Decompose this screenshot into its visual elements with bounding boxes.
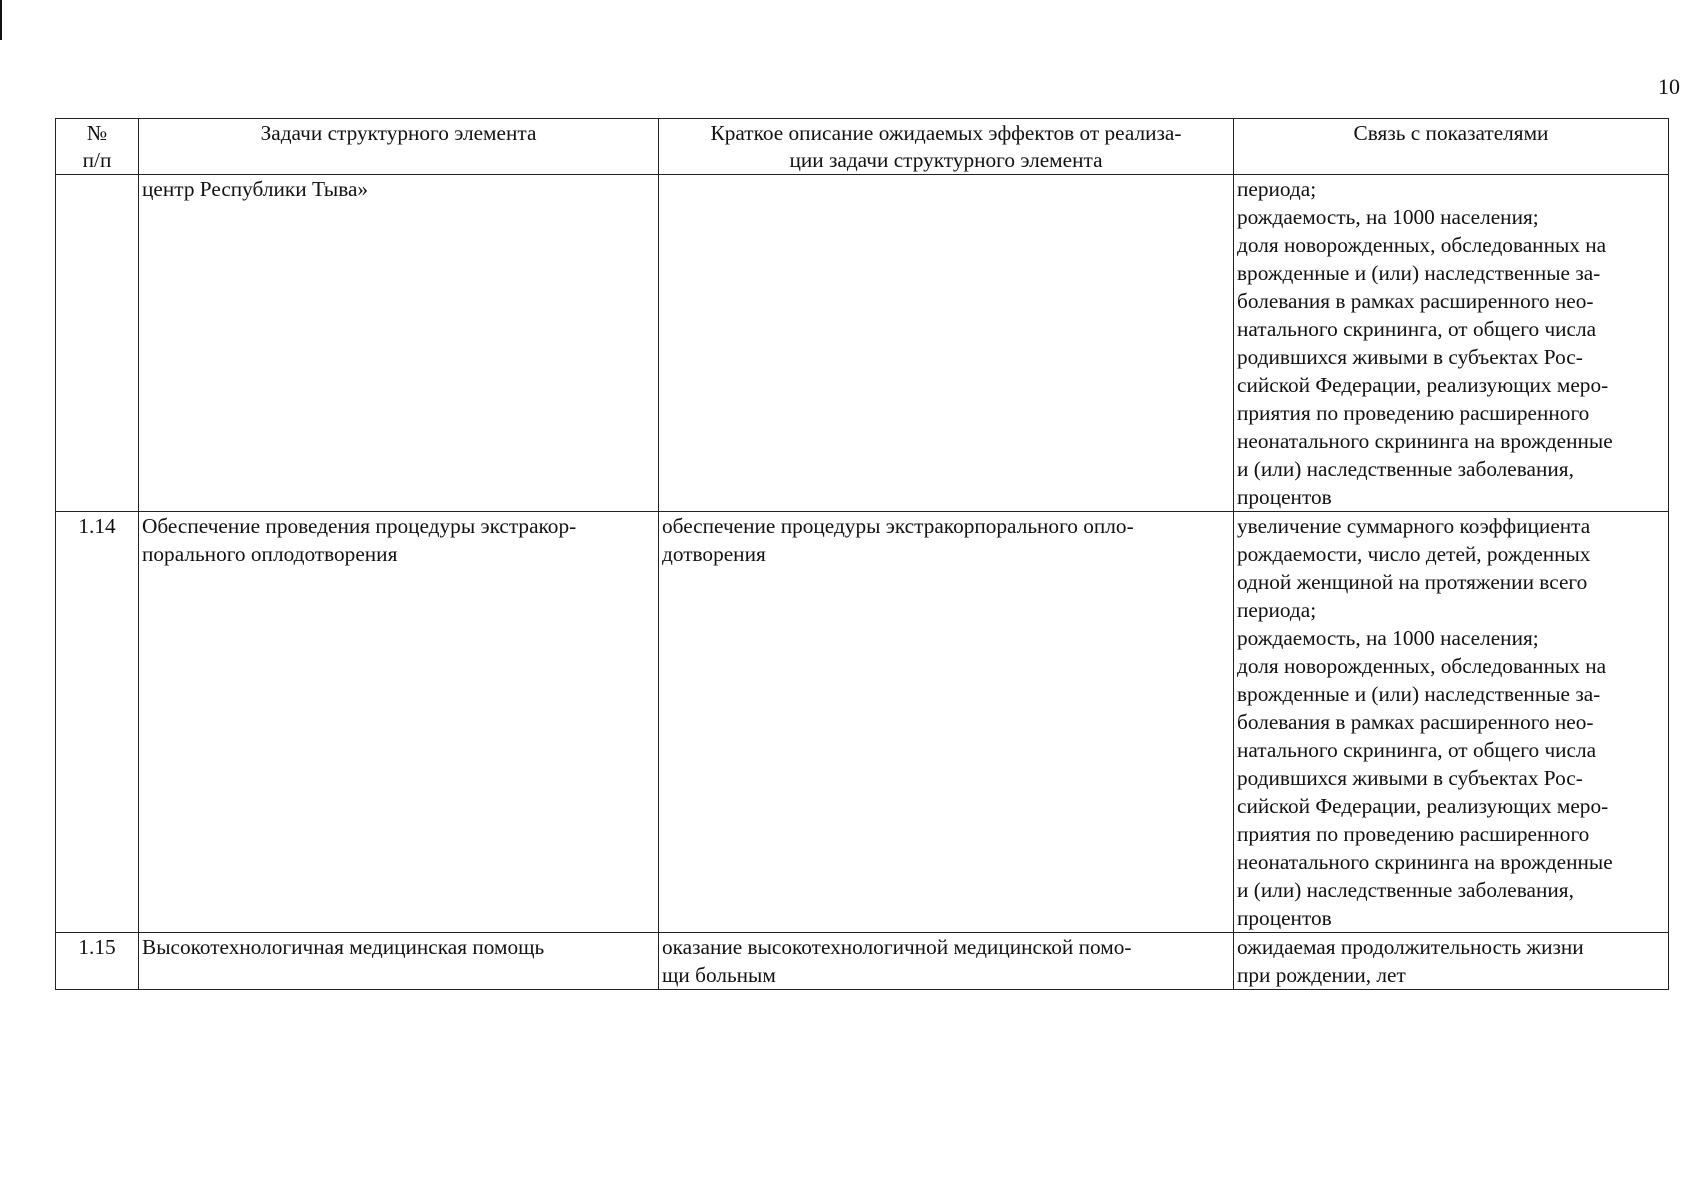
description-cell: [659, 175, 1234, 512]
description-line: обеспечение процедуры экстракорпорального опло-: [662, 514, 1134, 538]
header-description-line: Краткое описание ожидаемых эффектов от реализа-: [710, 121, 1182, 145]
scan-artifact-line: [0, 0, 2, 40]
description-line: оказание высокотехнологичной медицинской помо-: [662, 935, 1132, 959]
indicator-line: ожидаемая продолжительность жизни: [1237, 935, 1584, 959]
task-cell: [139, 175, 659, 512]
header-number: [56, 119, 139, 175]
indicator-line: одной женщиной на протяжении всего: [1237, 570, 1588, 594]
indicator-line: рождаемости, число детей, рожденных: [1237, 542, 1591, 566]
indicator-line: родившихся живыми в субъектах Рос-: [1237, 345, 1583, 369]
header-description: [659, 119, 1234, 175]
indicator-line: врожденные и (или) наследственные за-: [1237, 261, 1601, 285]
indicator-line: рождаемость, на 1000 населения;: [1237, 626, 1539, 650]
indicator-line: родившихся живыми в субъектах Рос-: [1237, 766, 1583, 790]
indicator-line: при рождении, лет: [1237, 963, 1406, 987]
indicator-line: и (или) наследственные заболевания,: [1237, 878, 1574, 902]
header-number-line: №: [86, 121, 108, 145]
indicator-line: доля новорожденных, обследованных на: [1237, 654, 1607, 678]
table-row: [56, 933, 1669, 990]
header-number-line: п/п: [82, 148, 112, 172]
header-indicators-link: [1234, 119, 1669, 175]
row-number: 1.14: [56, 512, 139, 933]
indicators-cell: [1234, 933, 1669, 990]
description-line: дотворения: [662, 542, 766, 566]
indicator-line: доля новорожденных, обследованных на: [1237, 233, 1607, 257]
indicator-line: неонатального скрининга на врожденные: [1237, 429, 1613, 453]
indicator-line: приятия по проведению расширенного: [1237, 822, 1590, 846]
indicator-line: рождаемость, на 1000 населения;: [1237, 205, 1539, 229]
description-cell: [659, 933, 1234, 990]
indicator-line: болевания в рамках расширенного нео-: [1237, 710, 1594, 734]
header-tasks: [139, 119, 659, 175]
indicator-line: периода;: [1237, 598, 1317, 622]
header-description-line: ции задачи структурного элемента: [789, 148, 1103, 172]
indicator-line: врожденные и (или) наследственные за-: [1237, 682, 1601, 706]
row-number: 1.15: [56, 933, 139, 990]
task-cell: [139, 512, 659, 933]
indicator-line: периода;: [1237, 177, 1317, 201]
task-line: центр Республики Тыва»: [142, 177, 369, 201]
table-row: [56, 512, 1669, 933]
indicators-cell: [1234, 512, 1669, 933]
task-line: Обеспечение проведения процедуры экстракор-: [142, 514, 577, 538]
page-number: 10: [1658, 74, 1680, 99]
indicator-line: натального скрининга, от общего числа: [1237, 738, 1597, 762]
indicator-line: приятия по проведению расширенного: [1237, 401, 1590, 425]
task-line: Высокотехнологичная медицинская помощь: [142, 935, 545, 959]
task-line: порального оплодотворения: [142, 542, 398, 566]
indicators-cell: [1234, 175, 1669, 512]
indicator-line: натального скрининга, от общего числа: [1237, 317, 1597, 341]
table-header-row: [56, 119, 1669, 175]
indicator-line: увеличение суммарного коэффициента: [1237, 514, 1591, 538]
tasks-table: [55, 118, 1669, 990]
table-row: [56, 175, 1669, 512]
indicator-line: болевания в рамках расширенного нео-: [1237, 289, 1594, 313]
description-cell: [659, 512, 1234, 933]
indicator-line: процентов: [1237, 485, 1332, 509]
indicator-line: сийской Федерации, реализующих меро-: [1237, 373, 1609, 397]
description-line: щи больным: [662, 963, 776, 987]
indicator-line: неонатального скрининга на врожденные: [1237, 850, 1613, 874]
indicator-line: сийской Федерации, реализующих меро-: [1237, 794, 1609, 818]
indicator-line: процентов: [1237, 906, 1332, 930]
task-cell: [139, 933, 659, 990]
row-number: [56, 175, 139, 512]
header-tasks-line: Задачи структурного элемента: [260, 121, 537, 145]
header-indicators-line: Связь с показателями: [1353, 121, 1549, 145]
indicator-line: и (или) наследственные заболевания,: [1237, 457, 1574, 481]
